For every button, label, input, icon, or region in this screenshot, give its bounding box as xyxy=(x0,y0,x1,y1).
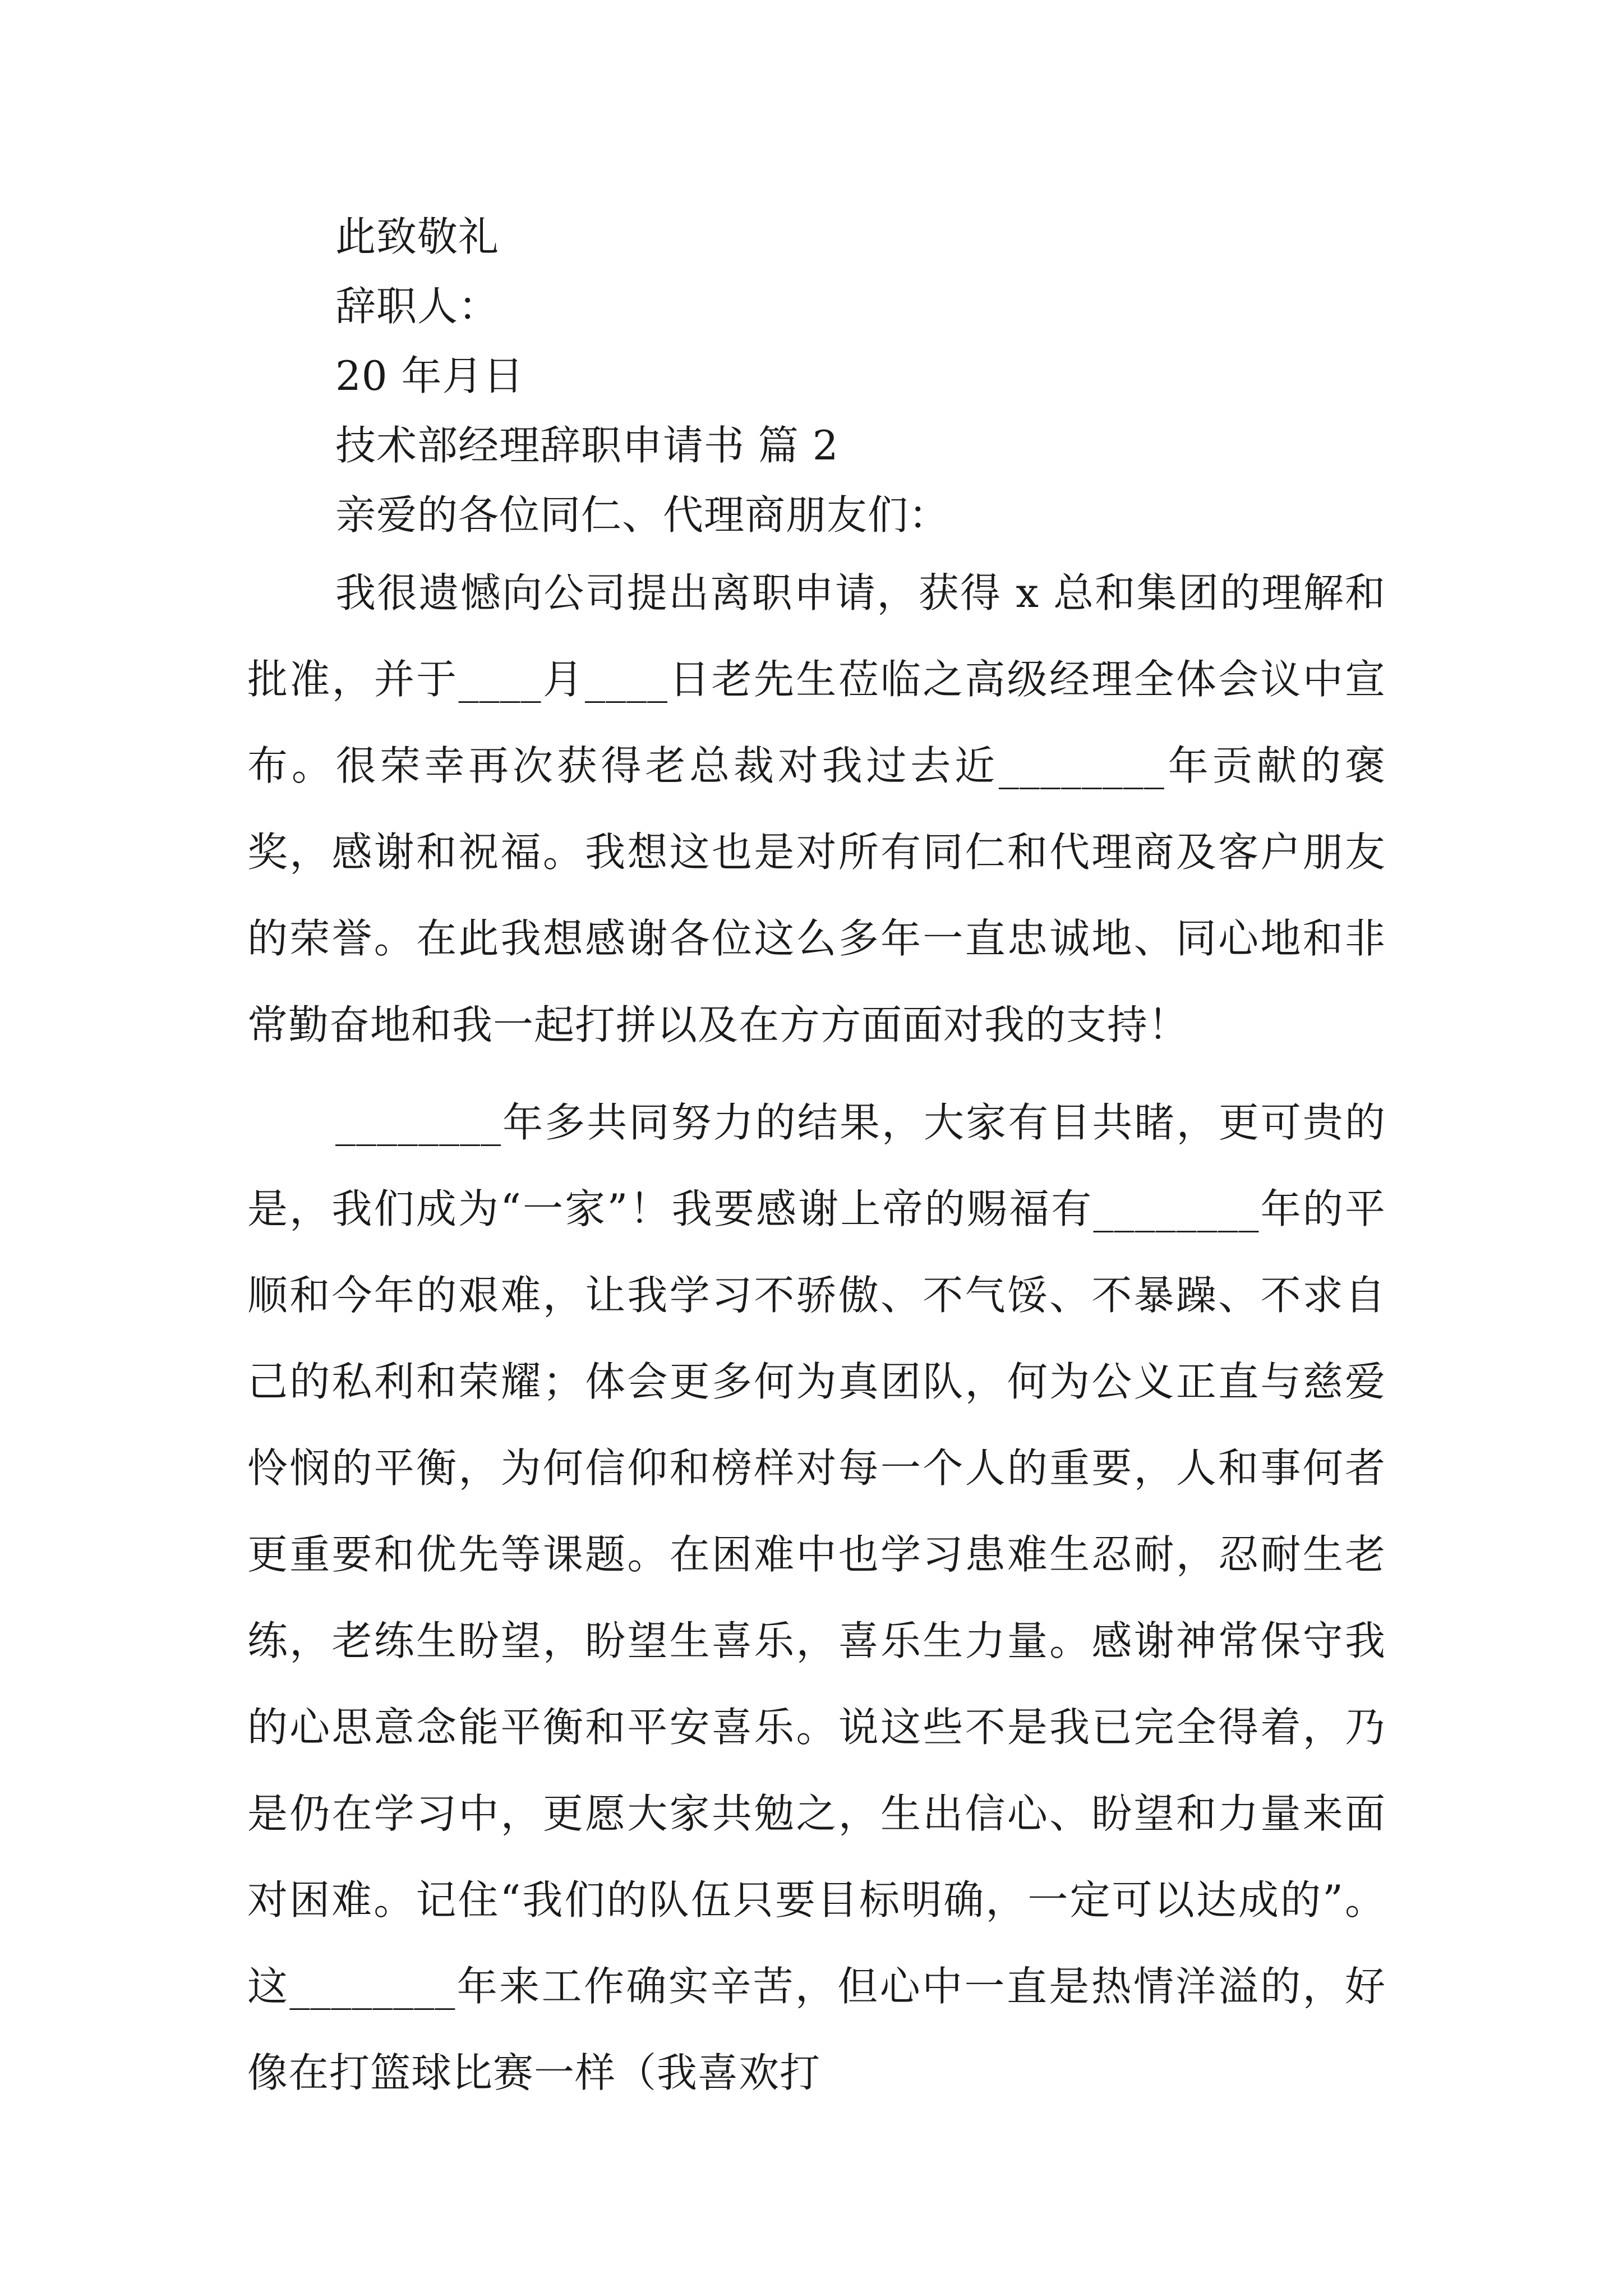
body-paragraph: ________年多共同努力的结果，大家有目共睹，更可贵的是，我们成为“一家”！我要感谢上帝的赐福有________年的平顺和今年的艰难，让我学习不骄傲、不气馁、不暴躁、不求自己的私利和荣耀；体会更多何为真团队，何为公义正直与慈爱怜悯的平衡，为何信仰和榜样对每一个人的重要，人和事何者更重要和优先等课题。在困难中也学习患难生忍耐，忍耐生老练，老练生盼望，盼望生喜乐，喜乐生力量。感谢神常保守我的心思意念能平衡和平安喜乐。说这些不是我已完全得着，乃是仍在学习中，更愿大家共勉之，生出信心、盼望和力量来面对困难。记住“我们的队伍只要目标明确，一定可以达成的”。这________年来工作确实辛苦，但心中一直是热情洋溢的，好像在打篮球比赛一样（我喜欢打 xyxy=(247,1099,1386,2096)
date-line: 20 年月日 xyxy=(335,352,524,399)
signer-label: 辞职人： xyxy=(335,283,500,330)
document-body xyxy=(247,202,1386,2116)
section-title: 技术部经理辞职申请书 篇 2 xyxy=(335,422,839,469)
closing-line: 此致敬礼 xyxy=(335,213,500,260)
body-paragraph: 我很遗憾向公司提出离职申请，获得 x 总和集团的理解和批准，并于____月____日老先生莅临之高级经理全体会议中宣布。很荣幸再次获得老总裁对我过去近________年贡献的褒奖，感谢和祝福。我想这也是对所有同仁和代理商及客户朋友的荣誉。在此我想感谢各位这么多年一直忠诚地、同心地和非常勤奋地和我一起打拼以及在方方面面对我的支持！ xyxy=(247,569,1386,1048)
salutation: 亲爱的各位同仁、代理商朋友们： xyxy=(335,491,950,539)
